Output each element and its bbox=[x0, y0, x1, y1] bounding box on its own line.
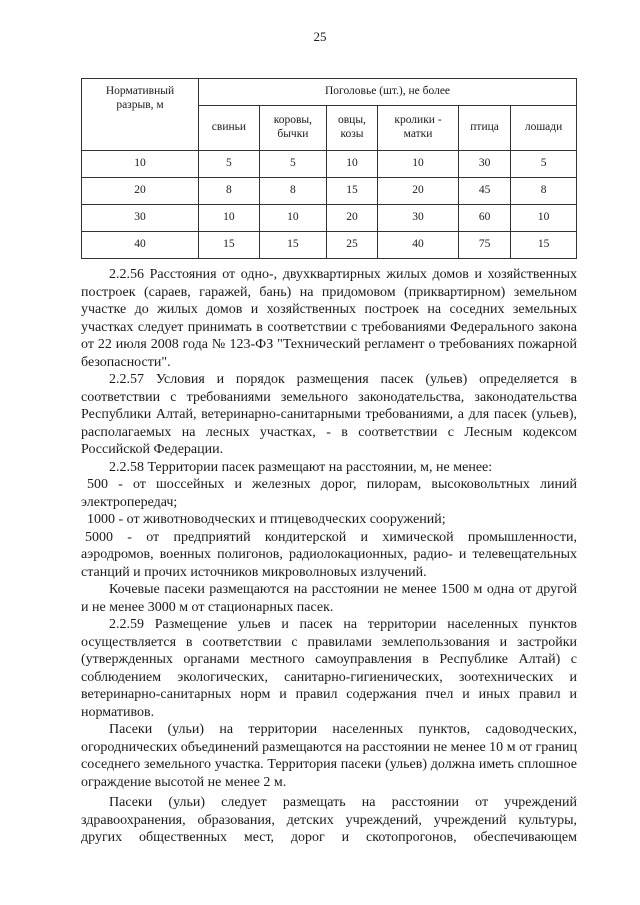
paragraph-2-2-58: 2.2.58 Территории пасек размещают на расстоянии, м, не менее: bbox=[109, 459, 493, 475]
cell-value: 8 bbox=[511, 178, 577, 205]
table-row bbox=[82, 151, 577, 178]
cell-value: 15 bbox=[259, 232, 326, 259]
cell-value: 10 bbox=[326, 151, 377, 178]
header-rabbits bbox=[378, 106, 459, 151]
paragraph-apiary-fence: Пасеки (ульи) на территории населенных пунктов, садоводческих, огороднических объединений размещаются на расстоянии не менее 10 м от границ соседнего земельного участка. Территория пасеки (ульев) должна иметь сплошное ограждение высотой не менее 2 м. bbox=[81, 722, 577, 790]
cell-value: 10 bbox=[259, 205, 326, 232]
header-sheep-line1: овцы, bbox=[338, 114, 366, 127]
paragraph-2-2-57: 2.2.57 Условия и порядок размещения пасек (ульев) определяется в соответствии с требованиями земельного законодательства, законодательства Республики Алтай, ветеринарно-санитарными требованиями, а для пасек (ульев), располагаемых на лесных участках, - в соответствии с Лесным кодексом Российской Федерации. bbox=[81, 372, 577, 457]
cell-value: 40 bbox=[378, 232, 459, 259]
cell-value: 75 bbox=[459, 232, 511, 259]
table-row bbox=[82, 232, 577, 259]
document-body bbox=[81, 266, 577, 847]
cell-value: 5 bbox=[199, 151, 260, 178]
cell-value: 30 bbox=[378, 205, 459, 232]
header-rabbits-line1: кролики - bbox=[394, 114, 442, 127]
cell-value: 15 bbox=[326, 178, 377, 205]
cell-value: 10 bbox=[199, 205, 260, 232]
header-livestock-group: Поголовье (шт.), не более bbox=[199, 79, 577, 106]
cell-value: 8 bbox=[199, 178, 260, 205]
livestock-distance-table bbox=[81, 78, 577, 259]
header-rabbits-line2: матки bbox=[403, 128, 433, 140]
cell-distance: 40 bbox=[82, 232, 199, 259]
table-row bbox=[82, 178, 577, 205]
paragraph-2-2-59: 2.2.59 Размещение ульев и пасек на территории населенных пунктов осуществляется в соответствии с правилами землепользования и застройки (утвержденных органами местного самоуправления в Республике Алтай) с соблюдением экологических, санитарно-гигиенических, зоотехнических и ветеринарно-санитарных норм и правил содержания пчел и иных правил и нормативов. bbox=[81, 617, 577, 720]
page-number: 25 bbox=[313, 29, 327, 44]
header-norm-distance bbox=[82, 79, 199, 151]
header-poultry-line1: птица bbox=[470, 121, 499, 134]
table-header-row bbox=[82, 79, 577, 106]
cell-value: 20 bbox=[378, 178, 459, 205]
cell-value: 15 bbox=[511, 232, 577, 259]
header-horses-line1: лошади bbox=[524, 121, 563, 134]
header-poultry bbox=[459, 106, 511, 151]
cell-value: 15 bbox=[199, 232, 260, 259]
cell-value: 5 bbox=[511, 151, 577, 178]
cell-value: 10 bbox=[511, 205, 577, 232]
paragraph-apiary-distance: Пасеки (ульи) следует размещать на расстоянии от учреждений здравоохранения, образования, детских учреждений, учреждений культуры, других общественных мест, дорог и скотопрогонов, обеспечивающем bbox=[81, 795, 577, 845]
table-row bbox=[82, 205, 577, 232]
paragraph-2-2-56: 2.2.56 Расстояния от одно-, двухквартирных жилых домов и хозяйственных построек (сараев, гаражей, бань) на придомовом (приквартирном) земельном участке до жилых домов и хозяйственных построек на соседних земельных участках следует принимать в соответствии с требованиями Федерального закона от 22 июля 2008 года № 123-ФЗ "Технический регламент о требованиях пожарной безопасности". bbox=[81, 267, 577, 370]
cell-value: 10 bbox=[378, 151, 459, 178]
list-item-1000: 1000 - от животноводческих и птицеводческих сооружений; bbox=[87, 512, 446, 527]
header-cows-line2: бычки bbox=[277, 128, 309, 140]
header-cows bbox=[259, 106, 326, 151]
header-sheep bbox=[326, 106, 377, 151]
list-item-5000: 5000 - от предприятий кондитерской и химической промышленности, аэродромов, военных полигонов, радиолокационных, радио- и телевещательных станций и прочих источников микроволновых излучений. bbox=[81, 529, 577, 580]
cell-value: 30 bbox=[459, 151, 511, 178]
header-sheep-line2: козы bbox=[340, 128, 364, 140]
header-pigs-line1: свиньи bbox=[211, 121, 247, 134]
cell-distance: 30 bbox=[82, 205, 199, 232]
header-horses bbox=[511, 106, 577, 151]
cell-distance: 10 bbox=[82, 151, 199, 178]
cell-value: 60 bbox=[459, 205, 511, 232]
cell-value: 8 bbox=[259, 178, 326, 205]
cell-distance: 20 bbox=[82, 178, 199, 205]
cell-value: 45 bbox=[459, 178, 511, 205]
header-norm-line1: Нормативный bbox=[105, 85, 175, 97]
cell-value: 25 bbox=[326, 232, 377, 259]
header-norm-line2: разрыв, м bbox=[116, 98, 164, 111]
cell-value: 5 bbox=[259, 151, 326, 178]
paragraph-nomadic-apiaries: Кочевые пасеки размещаются на расстоянии не менее 1500 м одна от другой и не менее 3000 м от стационарных пасек. bbox=[81, 582, 577, 615]
header-pigs bbox=[199, 106, 260, 151]
header-cows-line1: коровы, bbox=[273, 114, 313, 127]
list-item-500: 500 - от шоссейных и железных дорог, пилорам, высоковольтных линий электропередач; bbox=[81, 477, 577, 510]
cell-value: 20 bbox=[326, 205, 377, 232]
